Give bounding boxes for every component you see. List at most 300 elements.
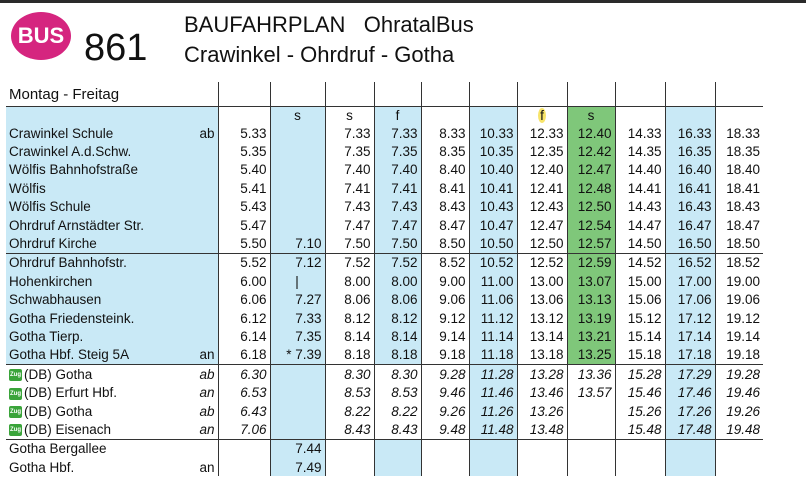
departure-time: 8.06 (325, 291, 374, 309)
departure-time (421, 458, 469, 476)
stop-name-text: Gotha Tierp. (9, 328, 84, 344)
departure-time: 7.47 (325, 216, 374, 234)
departure-time: 16.33 (665, 124, 715, 142)
departure-time: 19.00 (715, 272, 763, 290)
arrival-departure-marker (191, 234, 218, 253)
departure-time: 12.40 (567, 124, 615, 142)
departure-time: 7.50 (374, 234, 421, 253)
departure-time: 19.48 (715, 420, 763, 439)
stop-name-text: Hohenkirchen (9, 273, 93, 289)
departure-time: 11.26 (469, 402, 517, 420)
arrival-departure-marker (191, 309, 218, 327)
departure-time: 5.50 (218, 234, 270, 253)
departure-time (715, 458, 763, 476)
departure-time (218, 458, 270, 476)
departure-time: 7.35 (270, 327, 325, 345)
departure-time: 16.40 (665, 161, 715, 179)
departure-time: 7.49 (270, 458, 325, 476)
stop-name (6, 402, 191, 420)
service-note (218, 107, 270, 125)
departure-time (469, 439, 517, 458)
departure-time: 15.06 (615, 291, 665, 309)
departure-time (270, 216, 325, 234)
departure-time: 16.50 (665, 234, 715, 253)
note-row-label (6, 107, 218, 125)
departure-time: 16.41 (665, 179, 715, 197)
departure-time: 10.40 (469, 161, 517, 179)
departure-time: 13.07 (567, 272, 615, 290)
service-note-marker: f (540, 108, 544, 123)
departure-time: 11.48 (469, 420, 517, 439)
train-icon: Zug (9, 388, 22, 400)
stop-name-text: Wölfis (9, 180, 46, 196)
line-number: 861 (84, 27, 148, 69)
departure-time (715, 439, 763, 458)
departure-time: 7.52 (325, 253, 374, 272)
departure-time (567, 420, 615, 439)
header-cell (270, 82, 325, 107)
header-cell (469, 82, 517, 107)
departure-time: 11.12 (469, 309, 517, 327)
arrival-departure-marker: ab (191, 365, 218, 384)
departure-time: 17.12 (665, 309, 715, 327)
departure-time: 14.41 (615, 179, 665, 197)
arrival-departure-marker (191, 142, 218, 160)
arrival-departure-marker (191, 291, 218, 309)
departure-time: 14.40 (615, 161, 665, 179)
departure-time: 10.47 (469, 216, 517, 234)
departure-time: 10.50 (469, 234, 517, 253)
departure-time: 12.54 (567, 216, 615, 234)
departure-time: 16.35 (665, 142, 715, 160)
departure-time: 19.28 (715, 365, 763, 384)
departure-time: 18.33 (715, 124, 763, 142)
arrival-departure-marker (191, 439, 218, 458)
departure-time: 7.43 (374, 198, 421, 216)
departure-time: 7.50 (325, 234, 374, 253)
departure-time: 8.43 (325, 420, 374, 439)
departure-time (325, 439, 374, 458)
service-note: f (374, 107, 421, 125)
departure-time: 8.43 (421, 198, 469, 216)
departure-time: 11.18 (469, 346, 517, 365)
top-border (0, 0, 806, 3)
departure-time (615, 458, 665, 476)
departure-time: 13.18 (517, 346, 567, 365)
stop-name (6, 439, 191, 458)
departure-time: 15.46 (615, 383, 665, 401)
stop-name-text: Wölfis Schule (9, 199, 91, 215)
departure-time: 13.21 (567, 327, 615, 345)
departure-time: 13.12 (517, 309, 567, 327)
header-cell (567, 82, 615, 107)
departure-time (270, 198, 325, 216)
departure-time: 14.52 (615, 253, 665, 272)
departure-time: 18.52 (715, 253, 763, 272)
stop-name-text: Gotha Hbf. Steig 5A (9, 347, 130, 363)
page-title (184, 12, 474, 38)
stop-name-text: Wölfis Bahnhofstraße (9, 162, 139, 178)
title-text: BAUFAHRPLAN (184, 12, 346, 37)
departure-time: 7.43 (325, 198, 374, 216)
departure-time: 14.47 (615, 216, 665, 234)
departure-time (665, 458, 715, 476)
departure-time: 8.43 (374, 420, 421, 439)
departure-time: 12.42 (567, 142, 615, 160)
departure-time: 12.35 (517, 142, 567, 160)
stop-name-text: Gotha Friedensteink. (9, 310, 135, 326)
departure-time: 14.43 (615, 198, 665, 216)
departure-time: 8.00 (325, 272, 374, 290)
departure-time: 7.35 (325, 142, 374, 160)
departure-time: 6.43 (218, 402, 270, 420)
departure-time: 8.50 (421, 234, 469, 253)
stop-name (6, 179, 191, 197)
train-icon: Zug (9, 424, 22, 436)
service-note (715, 107, 763, 125)
service-note (421, 107, 469, 125)
arrival-departure-marker (191, 253, 218, 272)
departure-time: 8.18 (374, 346, 421, 365)
header-cell (218, 82, 270, 107)
departure-time: 7.33 (270, 309, 325, 327)
departure-time: 8.00 (374, 272, 421, 290)
arrival-departure-marker: an (199, 385, 215, 401)
departure-time: 5.33 (218, 124, 270, 142)
service-note (517, 107, 567, 125)
departure-time: 11.14 (469, 327, 517, 345)
departure-time: 7.44 (270, 439, 325, 458)
departure-time: 8.35 (421, 142, 469, 160)
stop-name (6, 124, 191, 142)
departure-time: 8.30 (325, 365, 374, 384)
departure-time: 9.14 (421, 327, 469, 345)
departure-time: 10.52 (469, 253, 517, 272)
service-note (665, 107, 715, 125)
arrival-departure-marker (191, 161, 218, 179)
departure-time: 7.41 (325, 179, 374, 197)
departure-time: 15.18 (615, 346, 665, 365)
departure-time: 17.26 (665, 402, 715, 420)
departure-time: 17.18 (665, 346, 715, 365)
departure-time: 13.57 (567, 383, 615, 401)
departure-time: 18.35 (715, 142, 763, 160)
stop-name (6, 346, 191, 365)
departure-time: 18.43 (715, 198, 763, 216)
service-note (469, 107, 517, 125)
departure-time (270, 420, 325, 439)
departure-time: 17.29 (665, 365, 715, 384)
departure-time: 13.25 (567, 346, 615, 365)
departure-time: 8.40 (421, 161, 469, 179)
departure-time (374, 458, 421, 476)
departure-time: 7.40 (325, 161, 374, 179)
departure-time: 9.12 (421, 309, 469, 327)
departure-time (270, 142, 325, 160)
departure-time: 7.35 (374, 142, 421, 160)
stop-name (6, 365, 191, 384)
departure-time: 5.35 (218, 142, 270, 160)
stop-name (6, 142, 191, 160)
arrival-departure-marker: an (199, 459, 215, 475)
departure-time: 7.40 (374, 161, 421, 179)
stop-name-text: Crawinkel Schule (9, 125, 114, 141)
stop-name (6, 458, 191, 476)
departure-time: 6.06 (218, 291, 270, 309)
header-cell (374, 82, 421, 107)
departure-time: 8.33 (421, 124, 469, 142)
departure-time (567, 458, 615, 476)
departure-time: 12.48 (567, 179, 615, 197)
departure-time: 18.47 (715, 216, 763, 234)
departure-time: 7.27 (270, 291, 325, 309)
stop-name-text: (DB) Gotha (24, 403, 93, 419)
bus-badge-icon: BUS (11, 12, 71, 60)
departure-time: 6.00 (218, 272, 270, 290)
stop-name (6, 216, 191, 234)
departure-time: 13.48 (517, 420, 567, 439)
departure-time: 14.50 (615, 234, 665, 253)
departure-time (218, 439, 270, 458)
stop-name (6, 309, 191, 327)
arrival-departure-marker (191, 198, 218, 216)
departure-time: 13.13 (567, 291, 615, 309)
departure-time (270, 365, 325, 384)
day-label: Montag - Freitag (6, 82, 218, 107)
departure-time: 11.46 (469, 383, 517, 401)
departure-time: 8.52 (421, 253, 469, 272)
departure-time (469, 458, 517, 476)
departure-time: 11.00 (469, 272, 517, 290)
departure-time: 6.53 (218, 383, 270, 401)
departure-time (270, 161, 325, 179)
departure-time: * 7.39 (270, 346, 325, 365)
departure-time: 7.10 (270, 234, 325, 253)
service-note: s (567, 107, 615, 125)
departure-time: 7.47 (374, 216, 421, 234)
departure-time: 9.28 (421, 365, 469, 384)
stop-name-text: Gotha Hbf. (9, 459, 75, 475)
departure-time: 11.06 (469, 291, 517, 309)
train-icon: Zug (9, 406, 22, 418)
departure-time: | (270, 272, 325, 290)
departure-time (421, 439, 469, 458)
departure-time: 13.00 (517, 272, 567, 290)
stop-name-text: (DB) Eisenach (24, 421, 112, 437)
departure-time: 11.28 (469, 365, 517, 384)
departure-time: 6.14 (218, 327, 270, 345)
departure-time (270, 402, 325, 420)
departure-time: 8.53 (374, 383, 421, 401)
arrival-departure-marker: ab (191, 124, 218, 142)
departure-time: 18.41 (715, 179, 763, 197)
departure-time (374, 439, 421, 458)
departure-time: 7.06 (218, 420, 270, 439)
stop-name (6, 291, 191, 309)
arrival-departure-marker (191, 216, 218, 234)
departure-time: 17.14 (665, 327, 715, 345)
departure-time (270, 124, 325, 142)
departure-time: 9.00 (421, 272, 469, 290)
departure-time: 6.18 (218, 346, 270, 365)
departure-time: 6.30 (218, 365, 270, 384)
departure-time: 13.14 (517, 327, 567, 345)
departure-time: 12.40 (517, 161, 567, 179)
departure-time: 16.43 (665, 198, 715, 216)
departure-time: 17.46 (665, 383, 715, 401)
departure-time: 8.41 (421, 179, 469, 197)
departure-time: 12.57 (567, 234, 615, 253)
departure-time (567, 439, 615, 458)
departure-time: 8.12 (325, 309, 374, 327)
stop-name (6, 383, 191, 401)
departure-time: 19.14 (715, 327, 763, 345)
departure-time (517, 439, 567, 458)
departure-time (325, 458, 374, 476)
departure-time: 10.33 (469, 124, 517, 142)
stop-name (6, 161, 191, 179)
departure-time: 12.41 (517, 179, 567, 197)
stop-name (6, 253, 191, 272)
arrival-departure-marker (191, 327, 218, 345)
departure-time: 17.06 (665, 291, 715, 309)
arrival-departure-marker (191, 179, 218, 197)
header-cell (665, 82, 715, 107)
departure-time: 9.48 (421, 420, 469, 439)
departure-time: 5.41 (218, 179, 270, 197)
header-cell (517, 82, 567, 107)
train-icon: Zug (9, 369, 22, 381)
departure-time: 8.22 (374, 402, 421, 420)
arrival-departure-marker (191, 272, 218, 290)
departure-time: 15.14 (615, 327, 665, 345)
service-note: s (325, 107, 374, 125)
header-cell (325, 82, 374, 107)
departure-time: 7.41 (374, 179, 421, 197)
stop-name (6, 272, 191, 290)
departure-time: 13.19 (567, 309, 615, 327)
departure-time: 12.59 (567, 253, 615, 272)
departure-time (615, 439, 665, 458)
header-cell (421, 82, 469, 107)
departure-time: 12.50 (517, 234, 567, 253)
departure-time: 5.43 (218, 198, 270, 216)
departure-time: 7.33 (374, 124, 421, 142)
departure-time: 19.06 (715, 291, 763, 309)
departure-time (517, 458, 567, 476)
departure-time: 15.28 (615, 365, 665, 384)
timetable (6, 82, 763, 476)
stop-name-text: Ohrdruf Arnstädter Str. (9, 217, 145, 233)
departure-time: 18.40 (715, 161, 763, 179)
departure-time: 9.18 (421, 346, 469, 365)
departure-time: 13.46 (517, 383, 567, 401)
stop-name (6, 234, 191, 253)
departure-time: 5.40 (218, 161, 270, 179)
departure-time: 14.35 (615, 142, 665, 160)
departure-time: 16.47 (665, 216, 715, 234)
departure-time: 7.33 (325, 124, 374, 142)
departure-time: 13.36 (567, 365, 615, 384)
departure-time: 19.18 (715, 346, 763, 365)
stop-name-text: Gotha Bergallee (9, 441, 107, 457)
departure-time: 12.33 (517, 124, 567, 142)
departure-time: 8.22 (325, 402, 374, 420)
departure-time (270, 179, 325, 197)
departure-time: 8.53 (325, 383, 374, 401)
route-title: Crawinkel - Ohrdruf - Gotha (184, 42, 455, 67)
departure-time: 10.43 (469, 198, 517, 216)
departure-time: 12.47 (567, 161, 615, 179)
stop-name-text: Ohrdruf Bahnhofstr. (9, 255, 127, 271)
departure-time: 13.28 (517, 365, 567, 384)
header-cell (615, 82, 665, 107)
departure-time: 8.30 (374, 365, 421, 384)
departure-time: 19.26 (715, 402, 763, 420)
stop-name (6, 420, 191, 439)
arrival-departure-marker: an (199, 421, 215, 437)
departure-time: 13.06 (517, 291, 567, 309)
departure-time: 5.52 (218, 253, 270, 272)
header-cell (715, 82, 763, 107)
service-note: s (270, 107, 325, 125)
departure-time: 10.35 (469, 142, 517, 160)
departure-time: 9.26 (421, 402, 469, 420)
departure-time: 6.12 (218, 309, 270, 327)
arrival-departure-marker: ab (199, 403, 215, 419)
departure-time: 15.26 (615, 402, 665, 420)
service-note (615, 107, 665, 125)
departure-time: 5.47 (218, 216, 270, 234)
departure-time (567, 402, 615, 420)
stop-name (6, 198, 191, 216)
operator-name: OhratalBus (363, 12, 474, 37)
departure-time (665, 439, 715, 458)
departure-time: 12.43 (517, 198, 567, 216)
departure-time: 8.47 (421, 216, 469, 234)
departure-time: 9.46 (421, 383, 469, 401)
departure-time: 17.00 (665, 272, 715, 290)
departure-time: 18.50 (715, 234, 763, 253)
departure-time: 8.14 (325, 327, 374, 345)
departure-time: 15.00 (615, 272, 665, 290)
departure-time: 8.12 (374, 309, 421, 327)
departure-time: 8.14 (374, 327, 421, 345)
departure-time: 19.46 (715, 383, 763, 401)
departure-time: 16.52 (665, 253, 715, 272)
departure-time: 8.06 (374, 291, 421, 309)
stop-name-text: Crawinkel A.d.Schw. (9, 144, 132, 160)
departure-time: 13.26 (517, 402, 567, 420)
departure-time: 14.33 (615, 124, 665, 142)
departure-time: 15.48 (615, 420, 665, 439)
departure-time (270, 383, 325, 401)
departure-time: 7.52 (374, 253, 421, 272)
departure-time: 9.06 (421, 291, 469, 309)
departure-time: 7.12 (270, 253, 325, 272)
departure-time: 12.47 (517, 216, 567, 234)
stop-name-text: (DB) Gotha (24, 366, 93, 382)
departure-time: 15.12 (615, 309, 665, 327)
stop-name-text: Ohrdruf Kirche (9, 236, 97, 252)
departure-time: 12.52 (517, 253, 567, 272)
stop-name-text: (DB) Erfurt Hbf. (24, 385, 118, 401)
stop-name (6, 327, 191, 345)
departure-time: 19.12 (715, 309, 763, 327)
departure-time: 10.41 (469, 179, 517, 197)
departure-time: 8.18 (325, 346, 374, 365)
stop-name-text: Schwabhausen (9, 292, 102, 308)
